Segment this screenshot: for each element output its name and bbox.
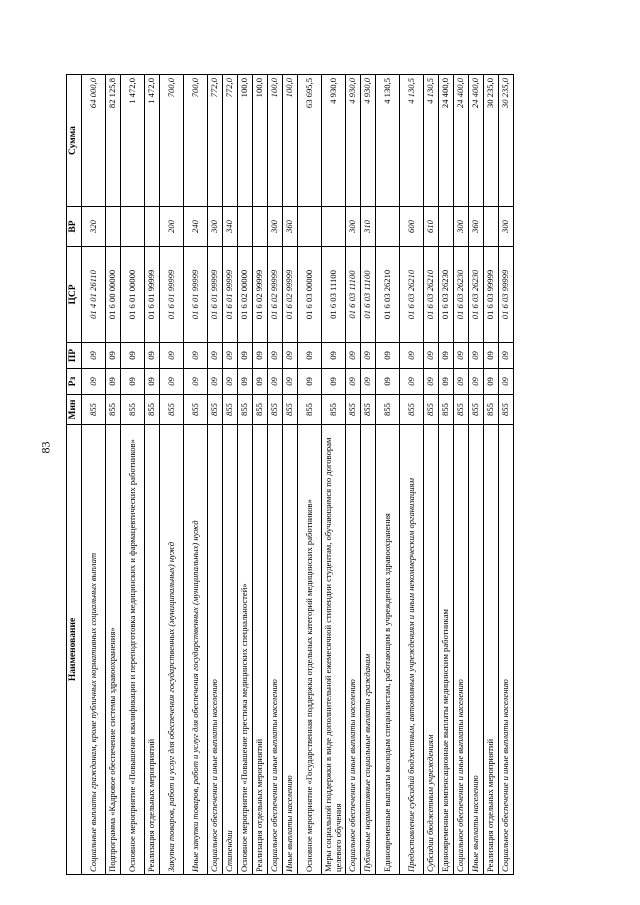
cell-rz: 09 xyxy=(322,369,346,395)
cell-pr: 09 xyxy=(322,343,346,369)
cell-sum: 24 400,0 xyxy=(454,75,469,207)
table-row xyxy=(400,75,424,875)
cell-vr: 240 xyxy=(184,207,208,247)
cell-vr: 320 xyxy=(82,207,106,247)
cell-csr: 01 6 03 11100 xyxy=(361,247,376,343)
cell-rz: 09 xyxy=(253,369,268,395)
table-row xyxy=(298,75,322,875)
cell-min: 855 xyxy=(268,395,283,425)
budget-table xyxy=(66,74,514,875)
cell-min: 855 xyxy=(145,395,160,425)
cell-csr: 01 6 03 26230 xyxy=(469,247,484,343)
cell-vr xyxy=(439,207,454,247)
cell-sum: 100,0 xyxy=(268,75,283,207)
cell-vr: 360 xyxy=(283,207,298,247)
cell-min: 855 xyxy=(160,395,184,425)
table-header-row xyxy=(67,75,82,875)
table-row xyxy=(439,75,454,875)
table-row xyxy=(208,75,223,875)
cell-rz: 09 xyxy=(376,369,400,395)
cell-min: 855 xyxy=(454,395,469,425)
cell-rz: 09 xyxy=(361,369,376,395)
cell-vr xyxy=(484,207,499,247)
cell-rz: 09 xyxy=(424,369,439,395)
cell-csr: 01 6 02 99999 xyxy=(268,247,283,343)
cell-min: 855 xyxy=(223,395,238,425)
cell-sum: 30 235,0 xyxy=(484,75,499,207)
table-row xyxy=(82,75,106,875)
cell-name: Закупка товаров, работ и услуг для обеспечения государственных (муниципальных) нужд xyxy=(160,425,184,875)
cell-vr: 300 xyxy=(208,207,223,247)
cell-pr: 09 xyxy=(268,343,283,369)
cell-csr: 01 6 01 99999 xyxy=(160,247,184,343)
cell-pr: 09 xyxy=(184,343,208,369)
cell-csr: 01 6 01 99999 xyxy=(223,247,238,343)
cell-vr xyxy=(253,207,268,247)
table-row xyxy=(454,75,469,875)
table-row xyxy=(223,75,238,875)
cell-vr: 300 xyxy=(346,207,361,247)
cell-min: 855 xyxy=(283,395,298,425)
cell-csr: 01 6 01 99999 xyxy=(184,247,208,343)
cell-pr: 09 xyxy=(499,343,514,369)
cell-csr: 01 6 03 11100 xyxy=(322,247,346,343)
cell-csr: 01 6 00 00000 xyxy=(106,247,121,343)
cell-sum: 64 000,0 xyxy=(82,75,106,207)
cell-csr: 01 6 03 26210 xyxy=(424,247,439,343)
cell-min: 855 xyxy=(376,395,400,425)
cell-name: Стипендии xyxy=(223,425,238,875)
cell-pr: 09 xyxy=(283,343,298,369)
cell-pr: 09 xyxy=(361,343,376,369)
cell-pr: 09 xyxy=(82,343,106,369)
header-min: Мин xyxy=(67,395,82,425)
cell-pr: 09 xyxy=(145,343,160,369)
cell-sum: 4 130,5 xyxy=(424,75,439,207)
cell-min: 855 xyxy=(439,395,454,425)
cell-sum: 1 472,0 xyxy=(145,75,160,207)
cell-pr: 09 xyxy=(346,343,361,369)
cell-name: Социальное обеспечение и иные выплаты населению xyxy=(208,425,223,875)
table-row xyxy=(160,75,184,875)
cell-vr xyxy=(121,207,145,247)
cell-name: Предоставление субсидий бюджетным, автономным учреждениям и иным некоммерческим организациям xyxy=(400,425,424,875)
cell-name: Иные закупки товаров, работ и услуг для обеспечения государственных (муниципальных) нужд xyxy=(184,425,208,875)
cell-pr: 09 xyxy=(439,343,454,369)
cell-pr: 09 xyxy=(253,343,268,369)
table-row xyxy=(361,75,376,875)
cell-sum: 772,0 xyxy=(208,75,223,207)
cell-name: Основное мероприятие «Повышение престижа медицинских специальностей» xyxy=(238,425,253,875)
cell-name: Единовременные компенсационные выплаты медицинским работникам xyxy=(439,425,454,875)
table-row xyxy=(484,75,499,875)
cell-csr: 01 6 02 99999 xyxy=(253,247,268,343)
table-row xyxy=(184,75,208,875)
cell-min: 855 xyxy=(499,395,514,425)
cell-vr xyxy=(145,207,160,247)
cell-pr: 09 xyxy=(469,343,484,369)
cell-csr: 01 6 02 99999 xyxy=(283,247,298,343)
table-row xyxy=(424,75,439,875)
cell-sum: 700,0 xyxy=(160,75,184,207)
cell-csr: 01 6 03 26210 xyxy=(400,247,424,343)
cell-sum: 30 235,0 xyxy=(499,75,514,207)
cell-min: 855 xyxy=(121,395,145,425)
cell-csr: 01 6 01 00000 xyxy=(121,247,145,343)
cell-rz: 09 xyxy=(223,369,238,395)
cell-sum: 772,0 xyxy=(223,75,238,207)
cell-csr: 01 6 01 99999 xyxy=(145,247,160,343)
cell-vr: 300 xyxy=(454,207,469,247)
cell-rz: 09 xyxy=(454,369,469,395)
cell-csr: 01 6 03 00000 xyxy=(298,247,322,343)
cell-min: 855 xyxy=(484,395,499,425)
cell-csr: 01 6 03 26210 xyxy=(376,247,400,343)
table-row xyxy=(283,75,298,875)
page-number: 83 xyxy=(38,441,53,454)
cell-pr: 09 xyxy=(424,343,439,369)
cell-pr: 09 xyxy=(484,343,499,369)
cell-rz: 09 xyxy=(82,369,106,395)
cell-sum: 100,0 xyxy=(283,75,298,207)
cell-min: 855 xyxy=(298,395,322,425)
cell-pr: 09 xyxy=(376,343,400,369)
header-rz: Рз xyxy=(67,369,82,395)
cell-sum: 82 125,8 xyxy=(106,75,121,207)
cell-sum: 4 130,5 xyxy=(400,75,424,207)
cell-sum: 4 930,0 xyxy=(346,75,361,207)
cell-csr: 01 6 03 11100 xyxy=(346,247,361,343)
header-csr: ЦСР xyxy=(67,247,82,343)
cell-min: 855 xyxy=(238,395,253,425)
cell-name: Основное мероприятие «Государственная поддержка отдельных категорий медицинских работников» xyxy=(298,425,322,875)
table-row xyxy=(469,75,484,875)
cell-name: Единовременные выплаты молодым специалистам, работающим в учреждениях здравоохранения xyxy=(376,425,400,875)
cell-pr: 09 xyxy=(298,343,322,369)
cell-vr xyxy=(238,207,253,247)
cell-vr: 310 xyxy=(361,207,376,247)
cell-rz: 09 xyxy=(208,369,223,395)
table-row xyxy=(106,75,121,875)
cell-min: 855 xyxy=(208,395,223,425)
table-row xyxy=(346,75,361,875)
cell-vr xyxy=(376,207,400,247)
cell-rz: 09 xyxy=(298,369,322,395)
cell-rz: 09 xyxy=(160,369,184,395)
cell-sum: 1 472,0 xyxy=(121,75,145,207)
cell-vr xyxy=(322,207,346,247)
cell-csr: 01 6 03 26230 xyxy=(439,247,454,343)
cell-name: Социальные выплаты гражданам, кроме публичных нормативных социальных выплат xyxy=(82,425,106,875)
header-vr: ВР xyxy=(67,207,82,247)
cell-rz: 09 xyxy=(145,369,160,395)
table-row xyxy=(268,75,283,875)
cell-sum: 63 695,5 xyxy=(298,75,322,207)
cell-name: Иные выплаты населению xyxy=(283,425,298,875)
cell-min: 855 xyxy=(361,395,376,425)
cell-min: 855 xyxy=(469,395,484,425)
table-row xyxy=(376,75,400,875)
cell-rz: 09 xyxy=(106,369,121,395)
table-row xyxy=(145,75,160,875)
table-row xyxy=(238,75,253,875)
cell-sum: 4 930,0 xyxy=(322,75,346,207)
cell-vr xyxy=(298,207,322,247)
cell-name: Реализация отдельных мероприятий xyxy=(145,425,160,875)
cell-pr: 09 xyxy=(106,343,121,369)
cell-vr: 600 xyxy=(400,207,424,247)
header-pr: ПР xyxy=(67,343,82,369)
cell-csr: 01 4 01 26110 xyxy=(82,247,106,343)
cell-min: 855 xyxy=(346,395,361,425)
cell-rz: 09 xyxy=(121,369,145,395)
header-sum: Сумма xyxy=(67,75,82,207)
cell-pr: 09 xyxy=(238,343,253,369)
cell-vr xyxy=(106,207,121,247)
cell-rz: 09 xyxy=(499,369,514,395)
cell-name: Социальное обеспечение и иные выплаты населению xyxy=(499,425,514,875)
cell-csr: 01 6 03 99999 xyxy=(499,247,514,343)
cell-csr: 01 6 02 00000 xyxy=(238,247,253,343)
table-row xyxy=(253,75,268,875)
cell-rz: 09 xyxy=(238,369,253,395)
cell-min: 855 xyxy=(424,395,439,425)
cell-min: 855 xyxy=(106,395,121,425)
cell-pr: 09 xyxy=(208,343,223,369)
cell-csr: 01 6 03 26230 xyxy=(454,247,469,343)
cell-rz: 09 xyxy=(184,369,208,395)
cell-sum: 4 930,0 xyxy=(361,75,376,207)
cell-name: Субсидии бюджетным учреждениям xyxy=(424,425,439,875)
cell-csr: 01 6 01 99999 xyxy=(208,247,223,343)
cell-rz: 09 xyxy=(484,369,499,395)
cell-pr: 09 xyxy=(223,343,238,369)
cell-rz: 09 xyxy=(268,369,283,395)
cell-vr: 300 xyxy=(499,207,514,247)
cell-name: Социальное обеспечение и иные выплаты населению xyxy=(454,425,469,875)
cell-rz: 09 xyxy=(346,369,361,395)
cell-vr: 360 xyxy=(469,207,484,247)
cell-pr: 09 xyxy=(160,343,184,369)
cell-min: 855 xyxy=(253,395,268,425)
cell-sum: 24 400,0 xyxy=(469,75,484,207)
cell-name: Реализация отдельных мероприятий xyxy=(484,425,499,875)
cell-name: Иные выплаты населению xyxy=(469,425,484,875)
table-row xyxy=(322,75,346,875)
cell-name: Меры социальной поддержки в виде дополнительной ежемесячной стипендии студентам, обучающимся по договорам целевого обучения xyxy=(322,425,346,875)
cell-vr: 200 xyxy=(160,207,184,247)
cell-pr: 09 xyxy=(400,343,424,369)
cell-name: Основное мероприятие «Повышение квалификации и переподготовка медицинских и фармацевтических работников» xyxy=(121,425,145,875)
rotated-page-content xyxy=(66,75,610,875)
cell-sum: 100,0 xyxy=(238,75,253,207)
cell-min: 855 xyxy=(82,395,106,425)
cell-vr: 340 xyxy=(223,207,238,247)
cell-min: 855 xyxy=(184,395,208,425)
cell-sum: 4 130,5 xyxy=(376,75,400,207)
cell-rz: 09 xyxy=(400,369,424,395)
header-name: Наименование xyxy=(67,425,82,875)
cell-sum: 24 400,0 xyxy=(439,75,454,207)
cell-pr: 09 xyxy=(121,343,145,369)
cell-csr: 01 6 03 99999 xyxy=(484,247,499,343)
table-row xyxy=(121,75,145,875)
cell-vr: 610 xyxy=(424,207,439,247)
cell-sum: 700,0 xyxy=(184,75,208,207)
cell-sum: 100,0 xyxy=(253,75,268,207)
cell-min: 855 xyxy=(400,395,424,425)
table-row xyxy=(499,75,514,875)
cell-name: Подпрограмма «Кадровое обеспечение системы здравоохранения» xyxy=(106,425,121,875)
cell-name: Социальное обеспечение и иные выплаты населению xyxy=(268,425,283,875)
cell-name: Публичные нормативные социальные выплаты гражданам xyxy=(361,425,376,875)
cell-name: Социальное обеспечение и иные выплаты населению xyxy=(346,425,361,875)
cell-min: 855 xyxy=(322,395,346,425)
cell-vr: 300 xyxy=(268,207,283,247)
cell-rz: 09 xyxy=(439,369,454,395)
cell-pr: 09 xyxy=(454,343,469,369)
cell-name: Реализация отдельных мероприятий xyxy=(253,425,268,875)
cell-rz: 09 xyxy=(283,369,298,395)
cell-rz: 09 xyxy=(469,369,484,395)
